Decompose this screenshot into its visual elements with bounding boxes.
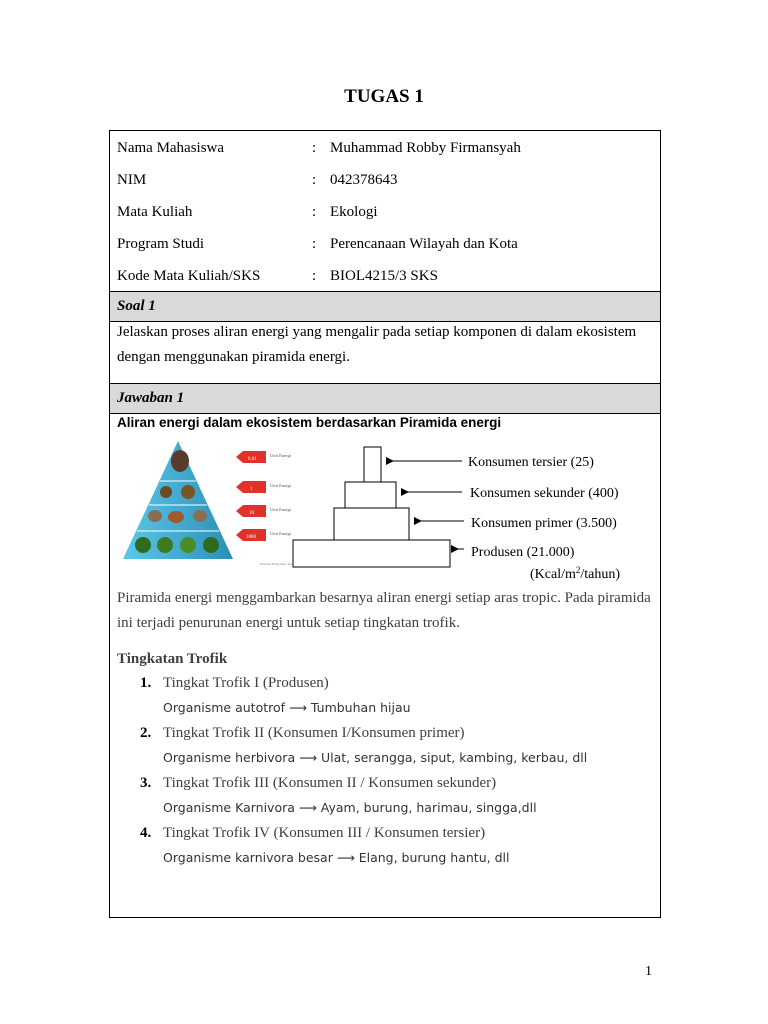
- item-example: Organisme herbivora ⟶ Ulat, serangga, siput, kambing, kerbau, dll: [163, 750, 588, 765]
- energy-unit: $(Kcal/m^2/tahun)$: [530, 565, 621, 582]
- page-title: TUGAS 1: [344, 86, 424, 107]
- plant-icon: [203, 537, 219, 553]
- item-title: Tingkat Trofik I (Produsen): [163, 675, 329, 691]
- subtitle-plain: Aliran energi dalam ekosistem: [117, 415, 313, 430]
- energy-arrow-1: [236, 451, 292, 463]
- identity-row-course: [117, 202, 657, 222]
- identity-label: Program Studi: [117, 236, 205, 252]
- plant-icon: [157, 537, 173, 553]
- item-number: 4.: [140, 825, 152, 841]
- identity-row-program: [117, 234, 657, 254]
- animal-icon: [160, 486, 172, 498]
- label-tersier: Konsumen tersier (25): [468, 455, 594, 470]
- level-tersier-block: [364, 447, 381, 482]
- identity-value: 042378643: [330, 172, 398, 188]
- identity-value: BIOL4215/3 SKS: [330, 268, 438, 284]
- label-sekunder: Konsumen sekunder (400): [470, 486, 619, 501]
- svg-text:1000: 1000: [246, 535, 256, 540]
- svg-text:0,01: 0,01: [248, 457, 257, 462]
- explanation-text: Piramida energi menggambarkan besarnya aliran energi setiap aras tropic. Pada piramida ini terjadi penurunan energi untuk setiap tingkatan trofik.: [117, 590, 651, 631]
- identity-colon: :: [312, 268, 317, 284]
- soal-text: Jelaskan proses aliran energi yang mengalir pada setiap komponen di dalam ekosistem dengan menggunakan piramida energi.: [117, 324, 637, 365]
- item-number: 2.: [140, 725, 152, 741]
- level-produsen-block: [293, 540, 450, 567]
- label-produsen: Produsen (21.000): [471, 545, 575, 560]
- item-example: Organisme Karnivora ⟶ Ayam, burung, harimau, singga,dll: [163, 800, 537, 815]
- identity-colon: :: [312, 236, 317, 252]
- identity-value: Perencanaan Wilayah dan Kota: [330, 236, 518, 252]
- subtitle-bold: berdasarkan Piramida energi: [315, 415, 502, 430]
- identity-label: NIM: [117, 172, 147, 188]
- identity-value: Ekologi: [330, 204, 378, 220]
- item-title: Tingkat Trofik IV (Konsumen III / Konsumen tersier): [163, 825, 486, 841]
- identity-value: Muhammad Robby Firmansyah: [330, 140, 521, 156]
- identity-label: Kode Mata Kuliah/SKS: [117, 268, 261, 284]
- identity-label: Mata Kuliah: [117, 204, 193, 220]
- jawaban-subtitle: [117, 415, 501, 430]
- item-number: 3.: [140, 775, 152, 791]
- energy-pyramid-illustration: [118, 437, 298, 567]
- item-example: Organisme autotrof ⟶ Tumbuhan hijau: [163, 700, 411, 715]
- identity-row-code: [117, 266, 657, 286]
- item-example: Organisme karnivora besar ⟶ Elang, burung hantu, dll: [163, 850, 510, 865]
- rabbit-icon: [193, 510, 207, 522]
- level-primer-block: [334, 508, 409, 540]
- item-title: Tingkat Trofik II (Konsumen I/Konsumen primer): [163, 725, 465, 741]
- label-primer: Konsumen primer (3.500): [471, 516, 617, 531]
- trophic-heading: Tingkatan Trofik: [117, 651, 228, 667]
- identity-colon: :: [312, 204, 317, 220]
- plant-icon: [135, 537, 151, 553]
- svg-text:Unit Energi: Unit Energi: [270, 453, 292, 458]
- page-number: 1: [645, 964, 652, 979]
- svg-text:Unit Energi: Unit Energi: [270, 531, 292, 536]
- svg-text:1: 1: [250, 487, 253, 492]
- plant-icon: [180, 537, 196, 553]
- identity-row-name: [117, 138, 657, 158]
- energy-arrow-3: [236, 505, 292, 517]
- owl-icon: [171, 450, 189, 472]
- identity-label: Nama Mahasiswa: [117, 140, 225, 156]
- energy-arrow-4: [236, 529, 292, 541]
- svg-text:Unit Energi: Unit Energi: [270, 507, 292, 512]
- image-credit: Pearson Education, Inc: [260, 562, 293, 566]
- level-sekunder-block: [345, 482, 396, 508]
- svg-text:Unit Energi: Unit Energi: [270, 483, 292, 488]
- energy-arrow-2: [236, 481, 292, 493]
- animal-icon: [181, 485, 195, 499]
- energy-pyramid-diagram: [290, 445, 635, 583]
- rabbit-icon: [148, 510, 162, 522]
- soal-header: Soal 1: [110, 291, 660, 322]
- item-title: Tingkat Trofik III (Konsumen II / Konsumen sekunder): [163, 775, 497, 791]
- item-number: 1.: [140, 675, 152, 691]
- identity-row-nim: [117, 170, 657, 190]
- svg-text:10: 10: [249, 511, 254, 516]
- fox-icon: [168, 511, 184, 523]
- assignment-table: [109, 130, 661, 918]
- identity-colon: :: [312, 140, 317, 156]
- jawaban-header: Jawaban 1: [110, 383, 660, 414]
- identity-colon: :: [312, 172, 317, 188]
